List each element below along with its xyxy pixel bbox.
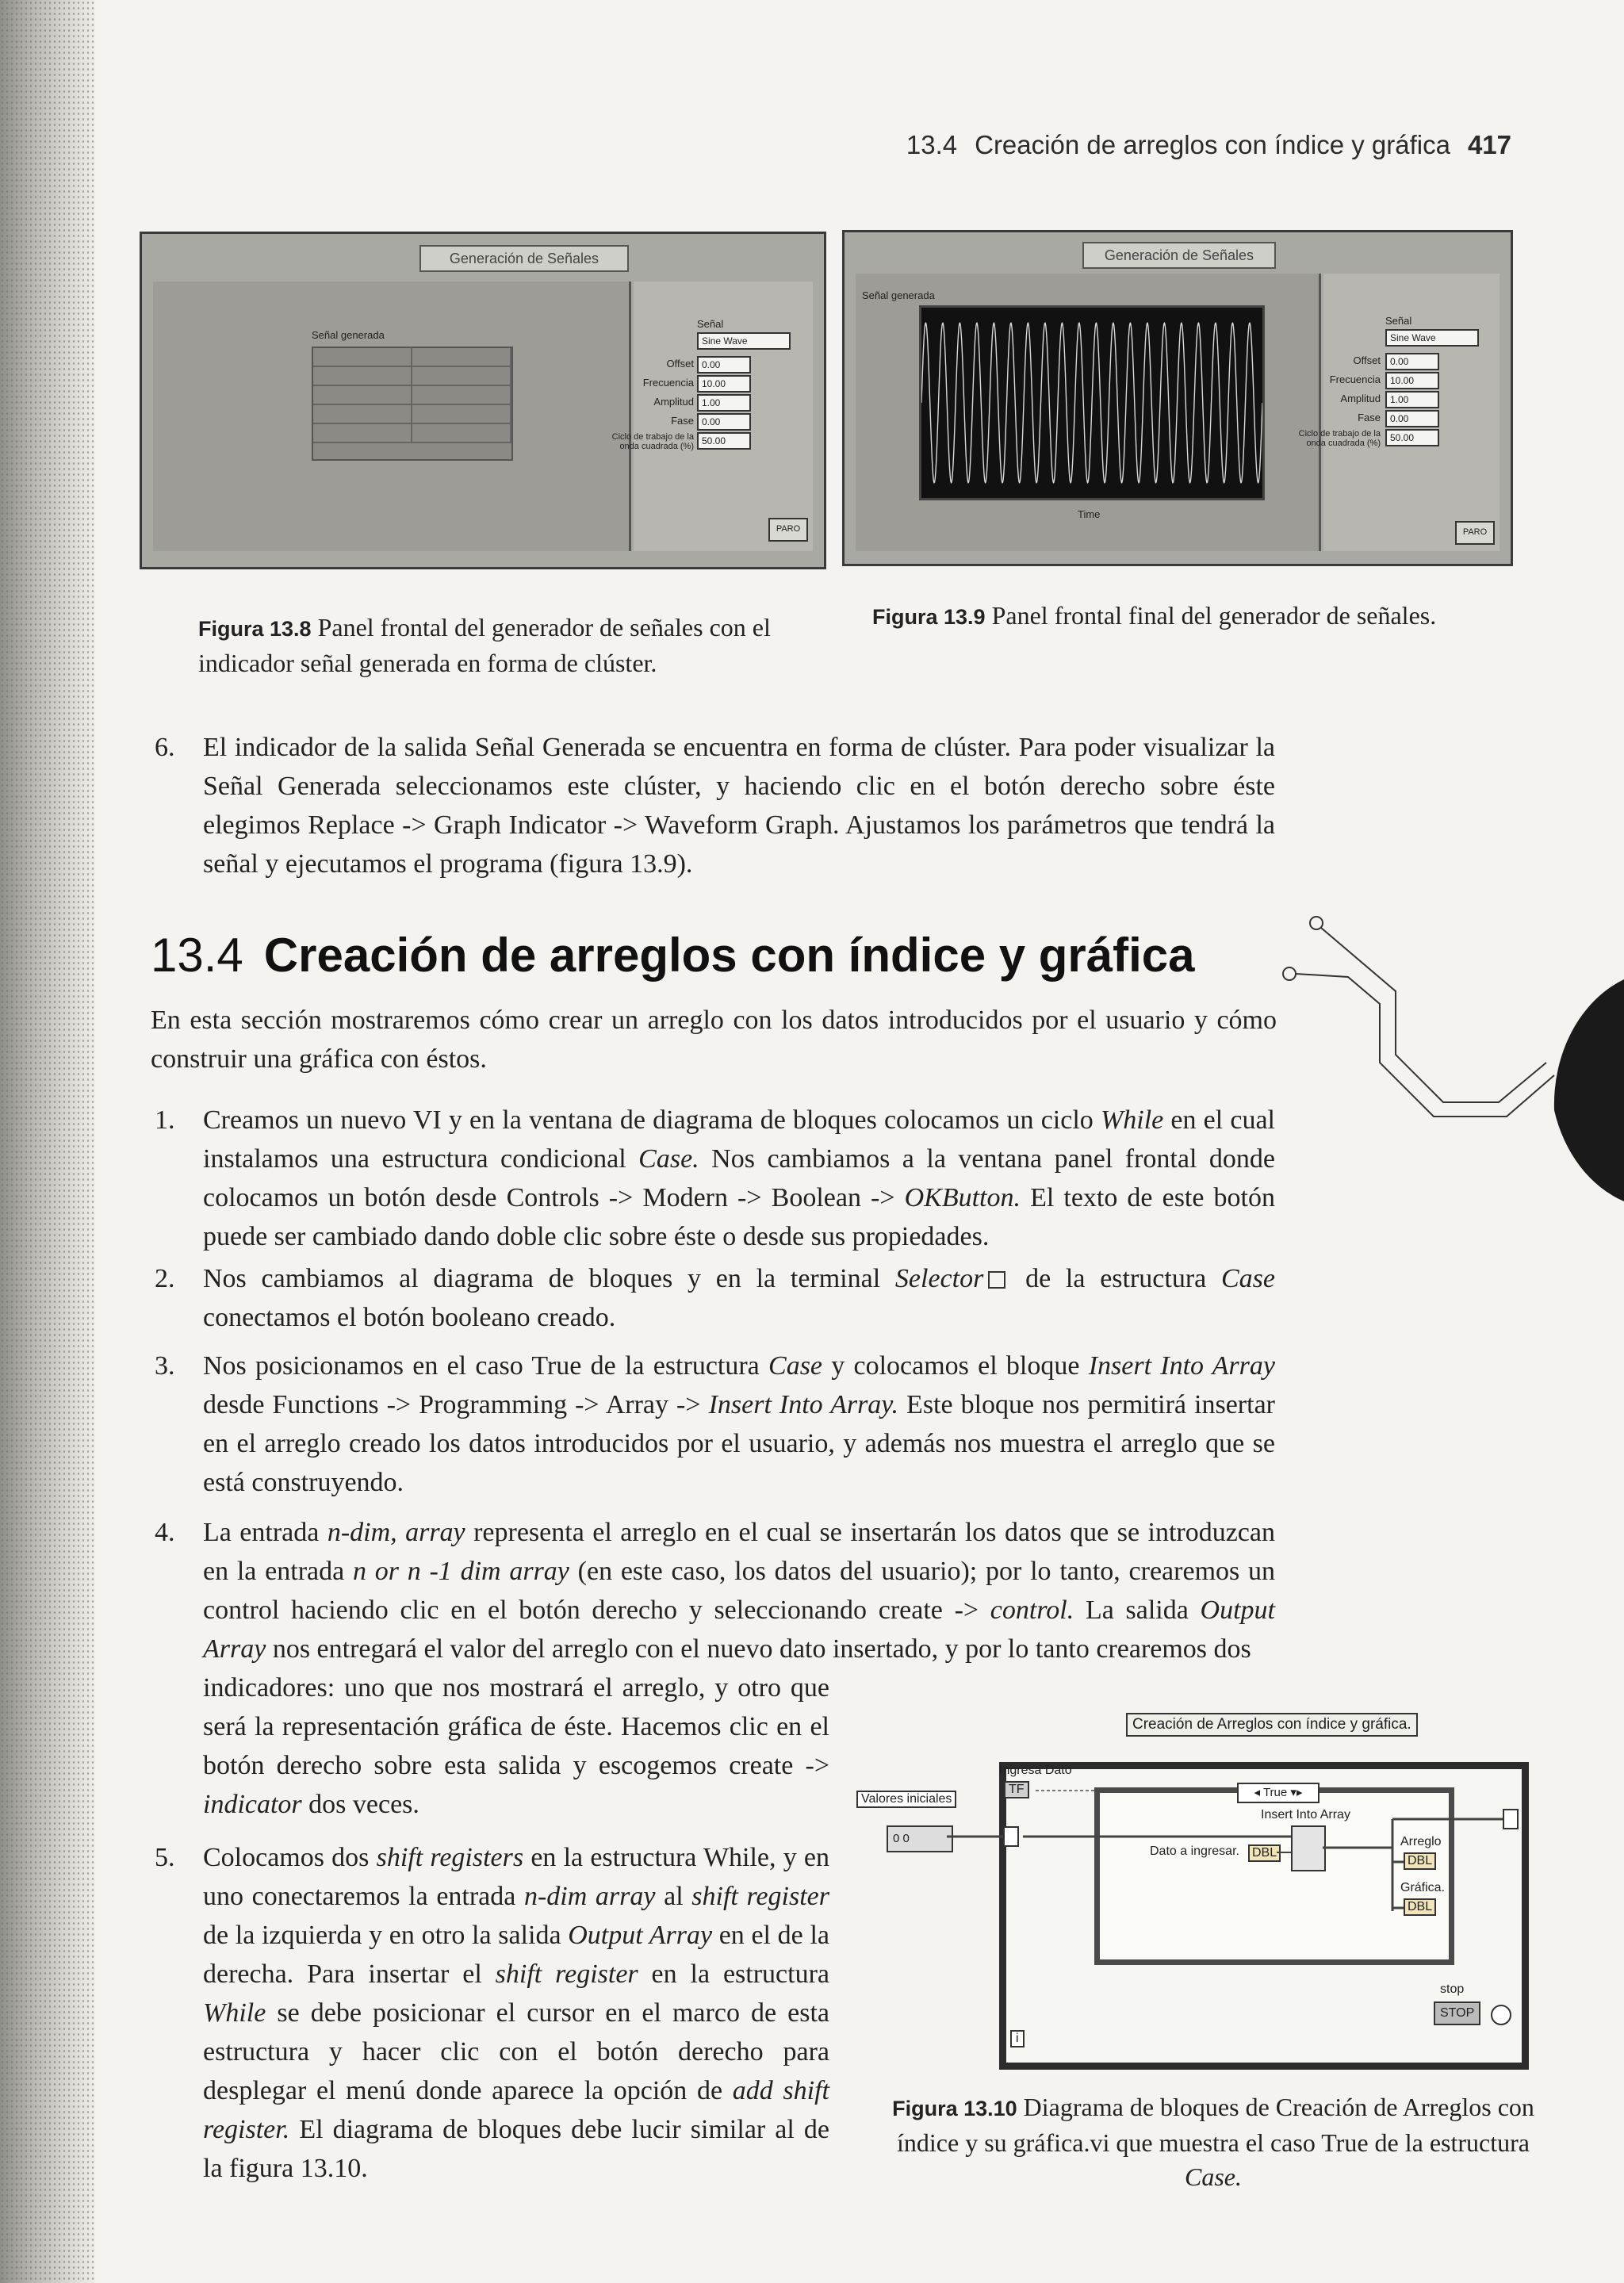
loop-condition-icon [1491,2005,1511,2025]
valores-iniciales-label: Valores iniciales [856,1791,956,1808]
caption-case: Case. [1185,2162,1242,2191]
caption-text: Panel frontal final del generador de señales. [991,601,1437,630]
step-6-number: 6. [155,733,175,762]
step-5-number: 5. [155,1843,175,1872]
dato-a-ingresar-label: Dato a ingresar. [1150,1844,1239,1858]
phase-input[interactable]: 0.00 [697,413,751,431]
case-selector[interactable]: ◂ True ▾▸ [1237,1783,1320,1803]
cluster-label: Señal generada [312,329,385,341]
cluster-indicator [312,347,513,461]
window-title: Generación de Señales [1082,242,1276,269]
step-4-number: 4. [155,1518,175,1547]
frequency-input[interactable]: 10.00 [697,375,751,393]
sine-waveform [921,308,1262,498]
phase-label: Fase [1358,412,1381,423]
duty-cycle-label: Ciclo de trabajo de la onda cuadrada (%) [611,432,694,451]
caption-label: Figura 13.8 [198,617,312,641]
vi-title: Creación de Arreglos con índice y gráfica. [1126,1713,1418,1737]
signal-select[interactable]: Sine Wave [1385,329,1479,347]
cluster-panel [153,282,631,551]
section-number: 13.4 [151,929,243,982]
caption-text: Diagrama de bloques de Creación de Arreglos con índice y su gráfica.vi que muestra el caso True de la estructura [897,2093,1534,2157]
running-head-section-title: Creación de arreglos con índice y gráfica [975,130,1450,159]
step-1-text: Creamos un nuevo VI y en la ventana de diagrama de bloques colocamos un ciclo While en el cual instalamos una estructura condicional Case. Nos cambiamos a la ventana panel frontal donde colocamos un botón desde Controls -> Modern -> Boolean -> OKButton. El texto de este botón puede ser cambiado dando doble clic sobre éste o desde sus propiedades. [203,1105,1275,1251]
signal-label: Señal [697,318,724,330]
caption-label: Figura 13.10 [892,2097,1017,2120]
x-axis-label: Time [1078,508,1101,520]
step-5-text: Colocamos dos shift registers en la estructura While, y en uno conectaremos la entrada n-dim array al shift register de la izquierda y en otro la salida Output Array en el de la derecha. Para insertar el shift register en la estructura While se debe posicionar el cursor en el marco de esta estructura y hacer clic con el botón derecho para desplegar el menú donde aparece la opción de add shift register. El diagrama de bloques debe lucir similar al de la figura 13.10. [203,1843,830,2183]
step-4-text-continued: indicadores: uno que nos mostrará el arreglo, y otro que será la representación gráfica de éste. Hacemos clic en el botón derecho sobre esta salida y escogemos create -> indicator dos veces. [203,1673,829,1819]
frequency-label: Frecuencia [1329,373,1381,385]
stop-label: stop [1440,1982,1465,1996]
controls-panel [611,282,813,551]
waveform-graph [919,305,1265,500]
grafica-dbl-terminal: DBL [1404,1898,1436,1916]
phase-label: Fase [671,415,694,427]
dato-dbl-terminal: DBL [1248,1844,1281,1862]
step-2-number: 2. [155,1264,175,1293]
step-6-text: El indicador de la salida Señal Generada se encuentra en forma de clúster. Para poder visualizar la Señal Generada seleccionamos este clúster, y haciendo clic en el botón derecho sobre éste elegimos Replace -> Graph Indicator -> Waveform Graph. Ajustamos los parámetros que tendrá la señal y ejecutamos el programa (figura 13.9). [203,733,1275,879]
step-3-text: Nos posicionamos en el caso True de la estructura Case y colocamos el bloque Insert Into Array desde Functions -> Programming -> Array -> Insert Into Array. Este bloque nos permitirá insertar en el arreglo creado los datos introducidos por el usuario, y además nos muestra el arreglo que se está construyendo. [203,1351,1275,1497]
offset-input[interactable]: 0.00 [1385,353,1439,370]
controls-panel [1298,274,1500,551]
page-number: 417 [1467,130,1511,159]
signal-select[interactable]: Sine Wave [697,332,791,350]
insert-into-array-label: Insert Into Array [1261,1808,1350,1821]
graph-label: Señal generada [862,289,935,301]
stop-button[interactable]: PARO [1455,521,1495,545]
caption-label: Figura 13.9 [872,605,986,629]
boolean-terminal: TF [1004,1781,1029,1798]
initial-array-constant: 0 0 [887,1825,953,1852]
figure-13-9-screenshot [842,230,1513,566]
figure-13-8-screenshot [140,232,826,569]
section-intro: En esta sección mostraremos cómo crear un arreglo con los datos introducidos por el usuario y cómo construir una gráfica con éstos. [151,1006,1277,1074]
scan-gutter-texture [0,0,95,2283]
signal-label: Señal [1385,315,1412,327]
step-4-text: La entrada n-dim, array representa el arreglo en el cual se insertarán los datos que se introduzcan en la entrada n or n -1 dim array (en este caso, los datos del usuario); por lo tanto, crearemos un control haciendo clic en el botón derecho y seleccionando create -> control. La salida Output Array nos entregará el valor del arreglo con el nuevo dato insertado, y por lo tanto crearemos dos [203,1518,1276,1664]
figure-13-10-caption [880,2090,1546,2194]
stop-button[interactable]: PARO [768,518,808,542]
grafica-label: Gráfica. [1400,1881,1446,1894]
step-3-number: 3. [155,1351,175,1381]
offset-label: Offset [1353,354,1381,366]
frequency-label: Frecuencia [642,377,694,389]
step-1-number: 1. [155,1105,175,1135]
iteration-terminal: i [1010,2030,1025,2047]
caption-text: Panel frontal del generador de señales con el indicador señal generada en forma de clúster. [198,613,771,677]
duty-cycle-label: Ciclo de trabajo de la onda cuadrada (%) [1298,429,1381,448]
running-head [861,130,1511,160]
graph-panel [856,274,1321,551]
amplitude-label: Amplitud [1340,393,1381,404]
section-heading [151,928,1195,983]
amplitude-input[interactable]: 1.00 [697,394,751,412]
section-title: Creación de arreglos con índice y gráfica [263,929,1195,982]
phase-input[interactable]: 0.00 [1385,410,1439,427]
stop-button-terminal[interactable]: STOP [1434,2001,1480,2025]
ingresa-dato-label: Ingresa Dato [999,1764,1072,1777]
arreglo-label: Arreglo [1400,1835,1442,1848]
figure-13-9-caption [872,599,1570,634]
step-2-text: Nos cambiamos al diagrama de bloques y en la terminal Selector de la estructura Case conectamos el botón booleano creado. [203,1264,1275,1332]
frequency-input[interactable]: 10.00 [1385,372,1439,389]
running-head-section-number: 13.4 [906,130,958,159]
window-title: Generación de Señales [419,245,629,272]
offset-label: Offset [666,358,694,370]
amplitude-label: Amplitud [653,396,694,408]
amplitude-input[interactable]: 1.00 [1385,391,1439,408]
offset-input[interactable]: 0.00 [697,356,751,373]
figure-13-8-caption [198,611,801,680]
selector-terminal-icon [988,1271,1005,1289]
arreglo-dbl-terminal: DBL [1404,1852,1436,1870]
figure-13-10-block-diagram [856,1713,1554,2078]
duty-cycle-input[interactable]: 50.00 [697,432,751,450]
duty-cycle-input[interactable]: 50.00 [1385,429,1439,446]
circuit-trace-decoration [1269,904,1624,1205]
